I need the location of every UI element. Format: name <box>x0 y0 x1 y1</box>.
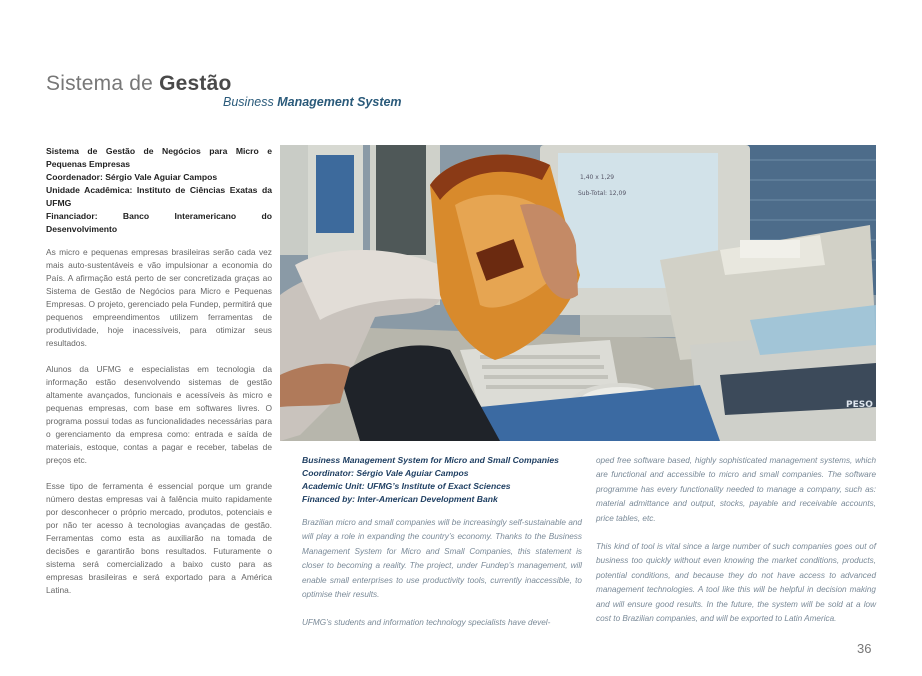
en-paragraph: This kind of tool is vital since a large number of such companies goes out of business too quickly without even knowing the market conditions, products, potential conditions, and because they do not have access to advanced management technologies. A tool like this will be helpful in decision making and will ensure good results. In the future, the system will be sold at a low cost to Brazilian companies, and will be exported to Latin America. <box>596 542 876 624</box>
monitor-line-2: Sub-Total: 12,09 <box>578 190 627 197</box>
subtitle-bold: Management System <box>277 95 402 109</box>
english-column-left <box>302 454 582 645</box>
store-checkout-photo <box>280 145 876 441</box>
academic-unit-en: Academic Unit: UFMG’s Institute of Exact Sciences <box>302 481 511 491</box>
subtitle-light: Business <box>223 95 278 109</box>
academic-unit-pt: Unidade Acadêmica: Instituto de Ciências Exatas da UFMG <box>46 185 272 208</box>
title-bold: Gestão <box>159 72 232 95</box>
english-column-right <box>596 454 876 640</box>
en-paragraph: UFMG’s students and information technology specialists have devel- <box>302 618 551 628</box>
pt-paragraph: As micro e pequenas empresas brasileiras serão cada vez mais auto-sustentáveis e vão impulsionar a economia do País. A afirmação está perto de ser concretizada graças ao Sistema de Gestão de Negócios para Micro e Pequenas Empresas. O projeto, gerenciado pela Fundep, permitirá que pequenos empreendimentos utilizem ferramentas de produtividade, hoje inacessíveis, para otimizar seus resultados. <box>46 247 272 348</box>
en-paragraph: Brazilian micro and small companies will be increasingly self-sustainable and will play a role in expanding the country’s economy. Thanks to the Business Management System for Micro and Small Companies, this statement is closer to becoming a reality. The project, under Fundep’s management, will enable small enterprises to use productivity tools, currently inaccessible, to optimise their results. <box>302 518 582 600</box>
financier-pt: Financiador: Banco Interamericano do Desenvolvimento <box>46 211 272 234</box>
scale-label: PESO <box>846 400 873 410</box>
pt-paragraph: Esse tipo de ferramenta é essencial porque um grande número destas empresas vai à falência muito rapidamente por desconhecer o próprio mercado, produtos, potenciais e por não ter acesso à tecnologias avançadas de gestão. Ferramentas como esta as auxiliarão na tomada de decisões e garantirão bons resultados. Futuramente o sistema será comercializado a baixo custo para as empresas brasileiras e será exportado para a América Latina. <box>46 481 272 595</box>
portuguese-project-header <box>46 145 272 236</box>
financier-en: Financed by: Inter-American Development Bank <box>302 494 498 504</box>
english-project-header <box>302 454 582 506</box>
project-name-pt: Sistema de Gestão de Negócios para Micro e Pequenas Empresas <box>46 146 272 169</box>
photo-illustration <box>280 145 876 441</box>
portuguese-column <box>46 145 272 610</box>
monitor-line-1: 1,40 x 1,29 <box>580 174 615 181</box>
page-number: 36 <box>857 641 872 656</box>
coordinator-en: Coordinator: Sérgio Vale Aguiar Campos <box>302 468 469 478</box>
page-subtitle <box>223 95 402 109</box>
title-light: Sistema de <box>46 72 160 95</box>
page-title <box>46 72 232 96</box>
en-paragraph: oped free software based, highly sophisticated management systems, which are functional and accessible to micro and small companies. The software programme has every functionality needed to manage a company, such as: material admittance and output, stocks, payable and receivable accounts, price tables, etc. <box>596 456 876 523</box>
project-name-en: Business Management System for Micro and Small Companies <box>302 455 559 465</box>
pt-paragraph: Alunos da UFMG e especialistas em tecnologia da informação estão desenvolvendo sistemas de gestão altamente avançados, funcionais e acessíveis às micro e pequenas empresas, com base em softwares livres. O programa possui todas as funcionalidades necessárias para o gerenciamento da empresa como: entrada e saída de materiais, estoque, contas a pagar e receber, tabelas de preços etc. <box>46 364 272 465</box>
coordinator-pt: Coordenador: Sérgio Vale Aguiar Campos <box>46 172 218 182</box>
